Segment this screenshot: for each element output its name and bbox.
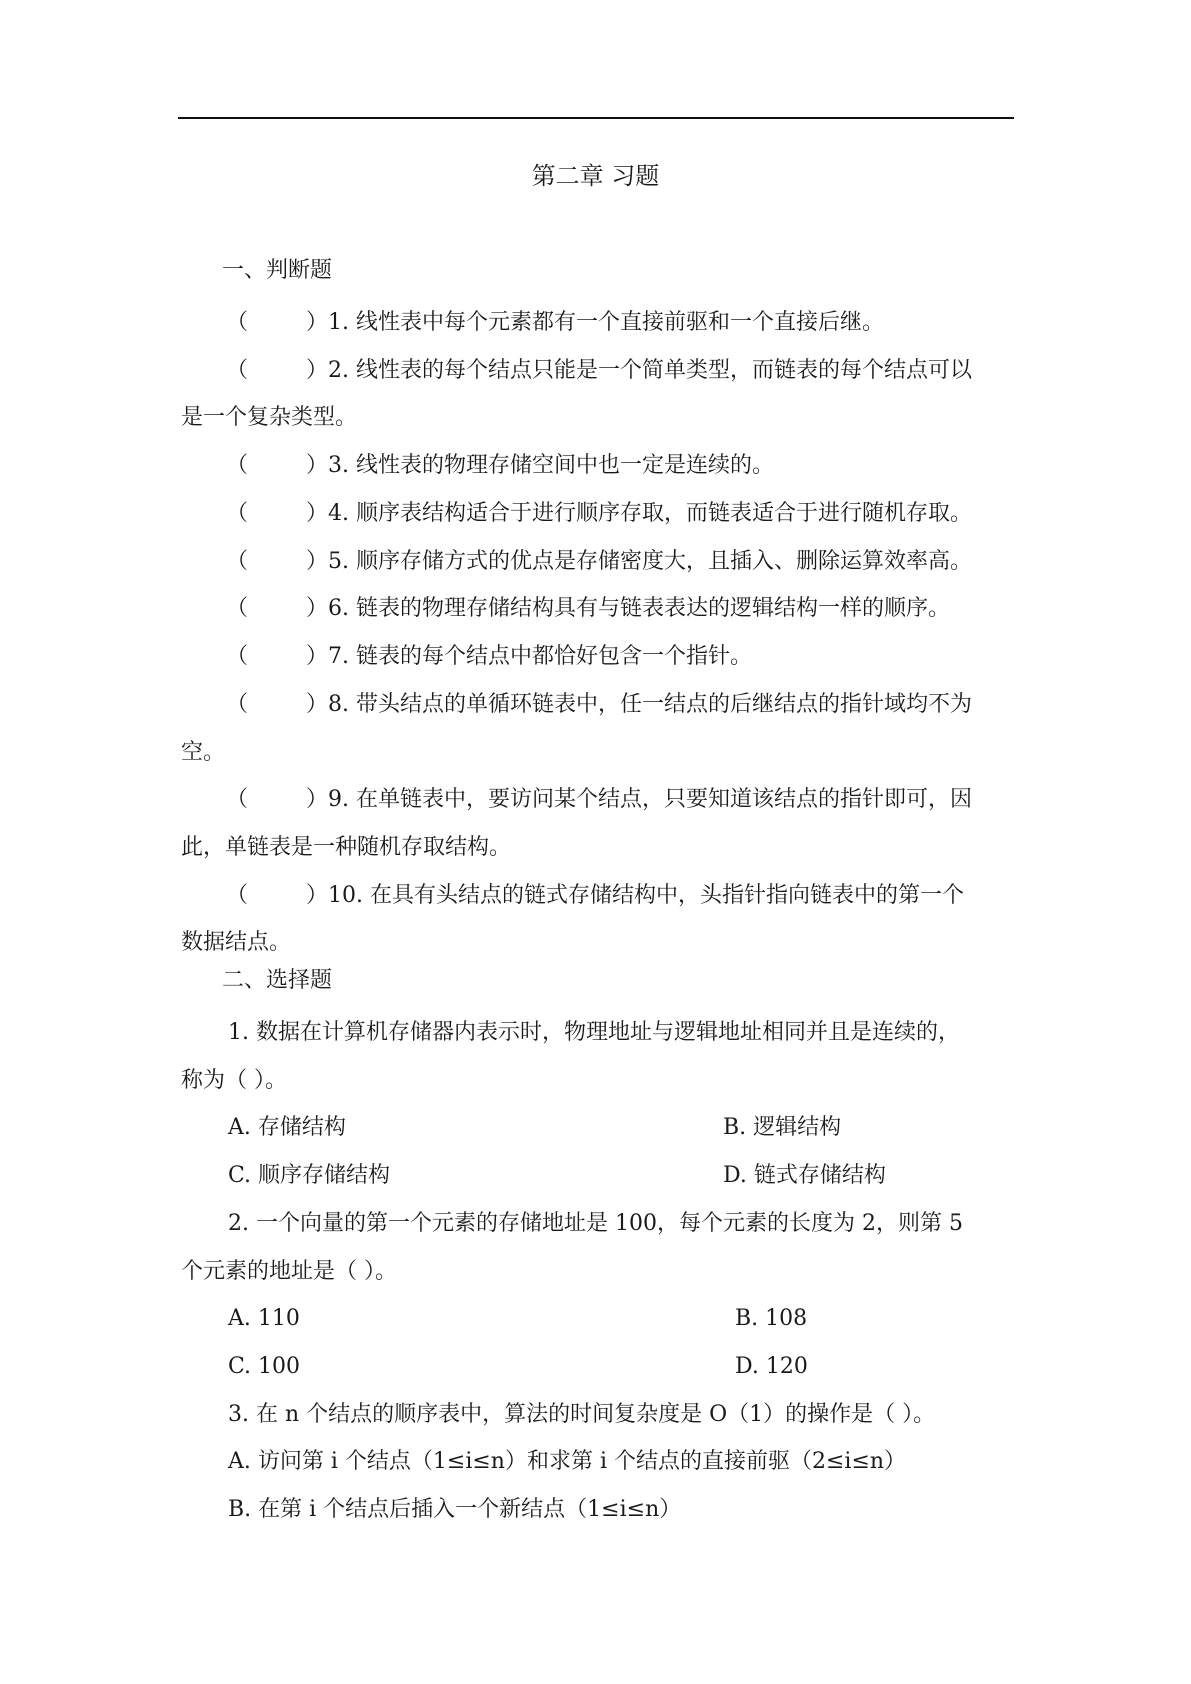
- choice-q2-option-c: C. 100: [228, 1354, 301, 1379]
- section-heading-choice: 二、选择题: [222, 968, 333, 993]
- judgement-item-6: （ ）6. 链表的物理存储结构具有与链表表达的逻辑结构一样的顺序。: [226, 594, 950, 624]
- judgement-item-7: （ ）7. 链表的每个结点中都恰好包含一个指针。: [226, 642, 752, 672]
- judgement-item-3: （ ）3. 线性表的物理存储空间中也一定是连续的。: [226, 451, 774, 481]
- answer-blank: （: [226, 883, 249, 908]
- choice-q3-option-b: B. 在第 i 个结点后插入一个新结点（1≤i≤n）: [228, 1497, 682, 1522]
- choice-question-3: 3. 在 n 个结点的顺序表中，算法的时间复杂度是 O（1）的操作是（ ）。: [228, 1402, 936, 1427]
- choice-q2-option-a: A. 110: [228, 1306, 300, 1331]
- answer-blank: （: [226, 358, 249, 383]
- choice-question-2: 2. 一个向量的第一个元素的存储地址是 100，每个元素的长度为 2，则第 5: [228, 1211, 963, 1236]
- choice-q3-option-a: A. 访问第 i 个结点（1≤i≤n）和求第 i 个结点的直接前驱（2≤i≤n）: [228, 1449, 907, 1474]
- judgement-item-1: （ ）1. 线性表中每个元素都有一个直接前驱和一个直接后继。: [226, 308, 884, 338]
- choice-q2-option-d: D. 120: [735, 1354, 808, 1379]
- header-rule: [178, 117, 1014, 119]
- answer-blank: （: [226, 549, 249, 574]
- judgement-item-10: （ ）10. 在具有头结点的链式存储结构中，头指针指向链表中的第一个: [226, 881, 964, 911]
- judgement-item-10-continued: 数据结点。: [181, 930, 292, 955]
- choice-question-2-continued: 个元素的地址是（ ）。: [181, 1259, 397, 1284]
- answer-blank: （: [226, 596, 249, 621]
- judgement-item-8-continued: 空。: [181, 740, 226, 765]
- choice-q1-option-c: C. 顺序存储结构: [228, 1163, 391, 1188]
- answer-blank: （: [226, 310, 249, 335]
- choice-q1-option-a: A. 存储结构: [228, 1115, 346, 1140]
- page-title: 第二章 习题: [531, 162, 660, 190]
- judgement-item-2-continued: 是一个复杂类型。: [181, 405, 358, 430]
- judgement-item-2: （ ）2. 线性表的每个结点只能是一个简单类型，而链表的每个结点可以: [226, 356, 972, 386]
- choice-question-1-continued: 称为（ ）。: [181, 1068, 287, 1093]
- section-heading-judgement: 一、判断题: [222, 258, 333, 283]
- judgement-item-8: （ ）8. 带头结点的单循环链表中，任一结点的后继结点的指针域均不为: [226, 690, 972, 720]
- choice-question-1: 1. 数据在计算机存储器内表示时，物理地址与逻辑地址相同并且是连续的，: [228, 1020, 960, 1045]
- answer-blank: （: [226, 787, 249, 812]
- judgement-item-9-continued: 此，单链表是一种随机存取结构。: [181, 835, 512, 860]
- choice-q1-option-b: B. 逻辑结构: [723, 1115, 842, 1140]
- choice-q1-option-d: D. 链式存储结构: [723, 1163, 886, 1188]
- judgement-item-4: （ ）4. 顺序表结构适合于进行顺序存取，而链表适合于进行随机存取。: [226, 499, 972, 529]
- answer-blank: （: [226, 644, 249, 669]
- choice-q2-option-b: B. 108: [735, 1306, 808, 1331]
- judgement-item-5: （ ）5. 顺序存储方式的优点是存储密度大，且插入、删除运算效率高。: [226, 547, 972, 577]
- answer-blank: （: [226, 692, 249, 717]
- answer-blank: （: [226, 453, 249, 478]
- answer-blank: （: [226, 501, 249, 526]
- judgement-item-9: （ ）9. 在单链表中，要访问某个结点，只要知道该结点的指针即可，因: [226, 785, 972, 815]
